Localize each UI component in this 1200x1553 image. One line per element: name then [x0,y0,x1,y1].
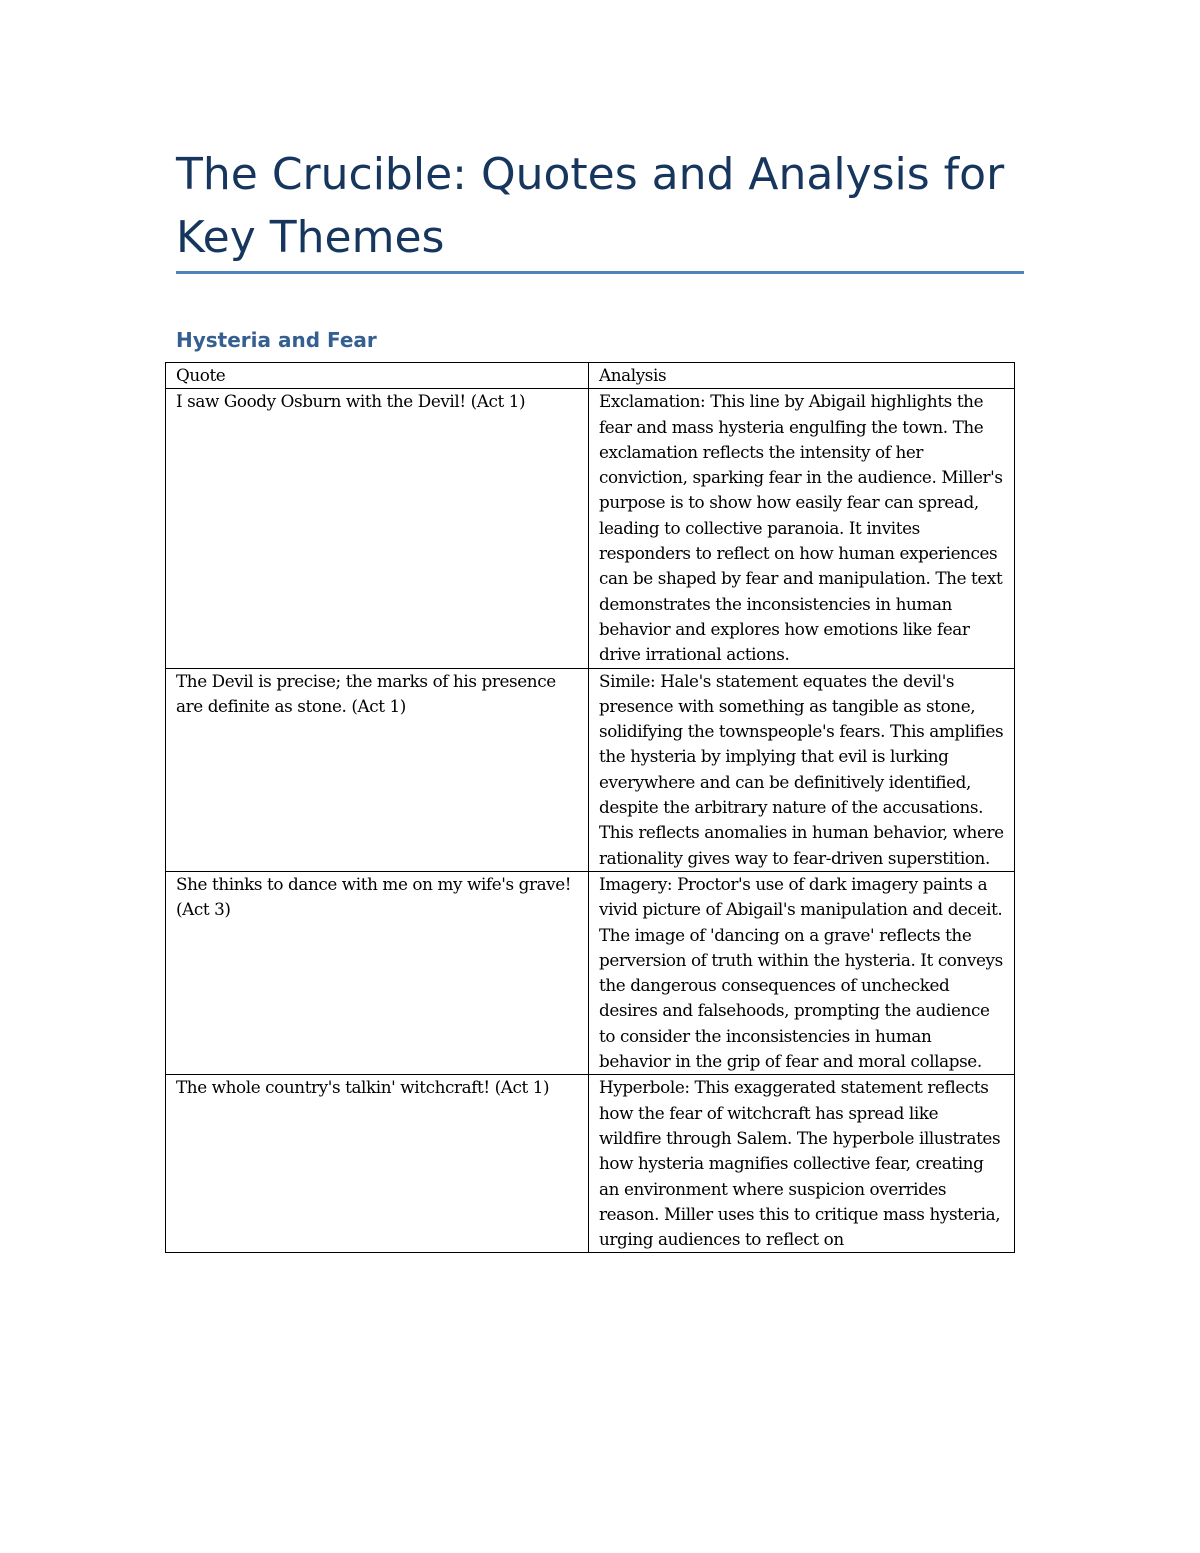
table-row [166,389,1015,668]
analysis-cell: Exclamation: This line by Abigail highlights the fear and mass hysteria engulfing the town. The exclamation reflects the intensity of her conviction, sparking fear in the audience. Miller's purpose is to show how easily fear can spread, leading to collective paranoia. It invites responders to reflect on how human experiences can be shaped by fear and manipulation. The text demonstrates the inconsistencies in human behavior and explores how emotions like fear drive irrational actions. [589,389,1015,668]
analysis-cell: Hyperbole: This exaggerated statement reflects how the fear of witchcraft has spread like wildfire through Salem. The hyperbole illustrates how hysteria magnifies collective fear, creating an environment where suspicion overrides reason. Miller uses this to critique mass hysteria, urging audiences to reflect on [589,1075,1015,1253]
quote-cell: I saw Goody Osburn with the Devil! (Act 1) [166,389,589,668]
section-heading: Hysteria and Fear [176,328,377,352]
table-row [166,668,1015,871]
quote-cell: The Devil is precise; the marks of his presence are definite as stone. (Act 1) [166,668,589,871]
title-underline-rule [176,271,1024,274]
table-row [166,1075,1015,1253]
column-header-analysis: Analysis [589,363,1015,389]
analysis-cell: Imagery: Proctor's use of dark imagery paints a vivid picture of Abigail's manipulation and deceit. The image of 'dancing on a grave' reflects the perversion of truth within the hysteria. It conveys the dangerous consequences of unchecked desires and falsehoods, prompting the audience to consider the inconsistencies in human behavior in the grip of fear and moral collapse. [589,871,1015,1074]
quote-cell: The whole country's talkin' witchcraft! (Act 1) [166,1075,589,1253]
column-header-quote: Quote [166,363,589,389]
quotes-analysis-table [165,362,1015,1253]
quote-cell: She thinks to dance with me on my wife's grave! (Act 3) [166,871,589,1074]
table-header-row [166,363,1015,389]
table-row [166,871,1015,1074]
analysis-cell: Simile: Hale's statement equates the devil's presence with something as tangible as stone, solidifying the townspeople's fears. This amplifies the hysteria by implying that evil is lurking everywhere and can be definitively identified, despite the arbitrary nature of the accusations. This reflects anomalies in human behavior, where rationality gives way to fear-driven superstition. [589,668,1015,871]
document-title: The Crucible: Quotes and Analysis for Key Themes [176,149,1005,263]
